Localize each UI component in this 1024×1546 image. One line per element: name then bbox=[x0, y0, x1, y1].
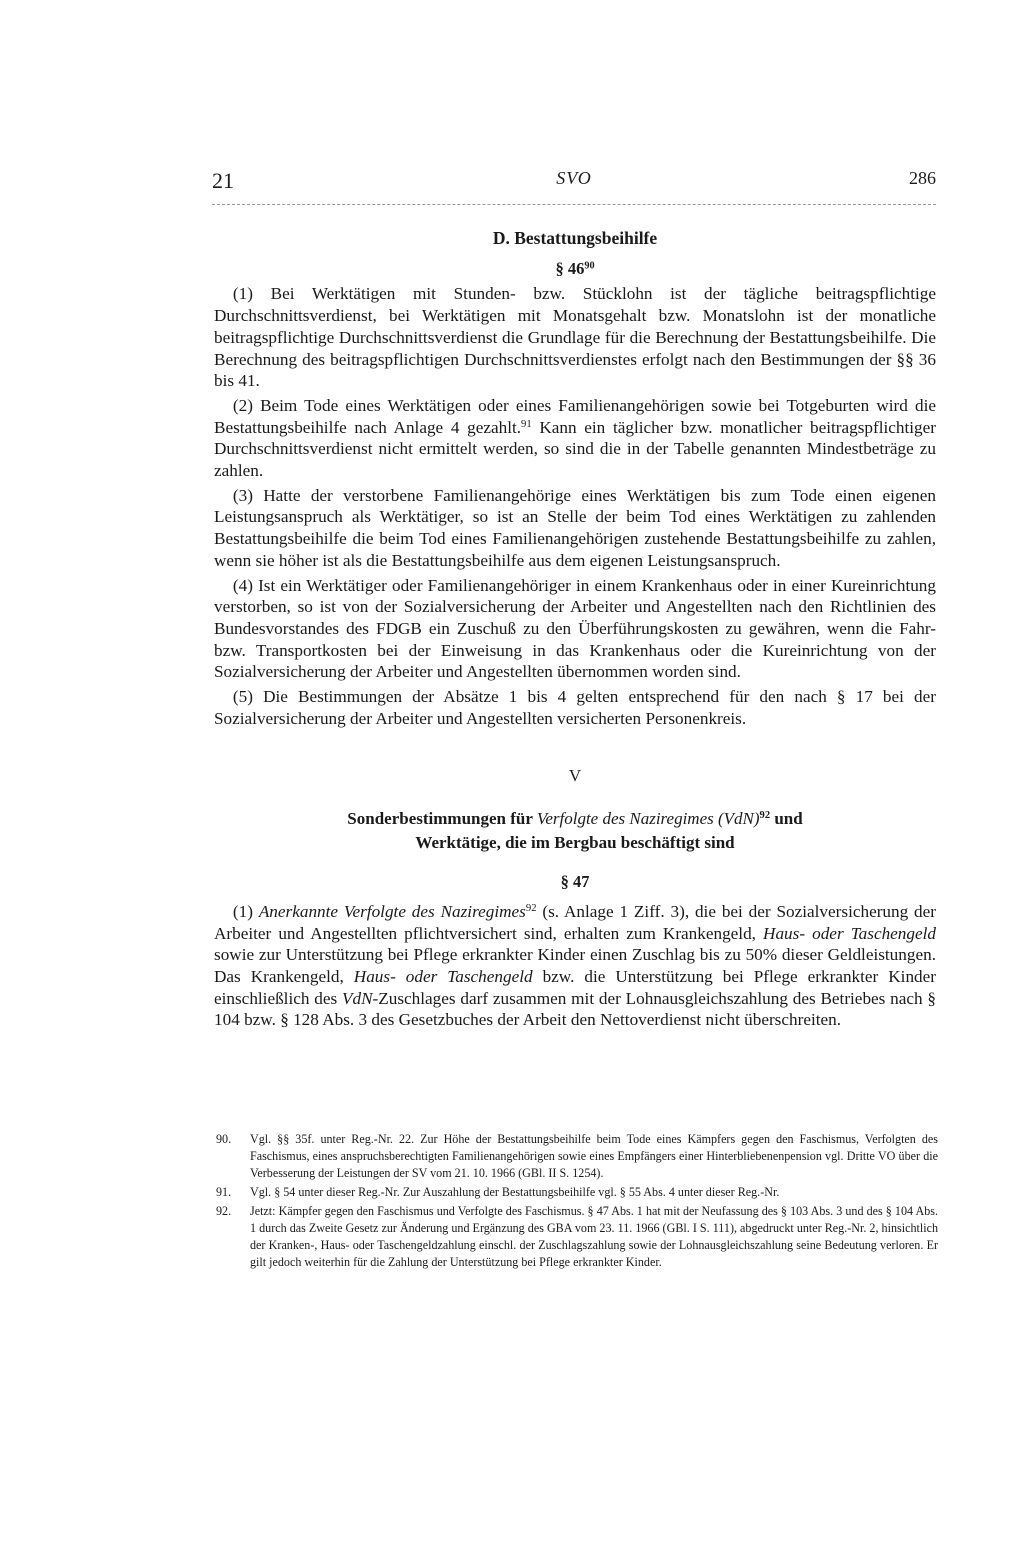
footnote-ref-92: 92 bbox=[759, 810, 771, 822]
part-numeral: V bbox=[568, 766, 582, 786]
footnote-text: Vgl. §§ 35f. unter Reg.-Nr. 22. Zur Höhe der Bestattungsbeihilfe beim Tode eines Kämpfers gegen den Faschismus, Verfolgten des Faschismus, eines anspruchsberechtigten Familienangehörigen sowie eines Empfängers einer Hinterbliebenenpension vgl. Dritte VO über die Verbesserung der Leistungen der SV vom 21. 10. 1966 (GBl. II S. 1254). bbox=[250, 1132, 938, 1180]
p47-italic-2: Haus- oder Taschengeld bbox=[763, 923, 936, 943]
footnote-ref-92b: 92 bbox=[525, 903, 537, 915]
p47-italic-4: VdN bbox=[341, 988, 373, 1008]
paragraph-2 bbox=[214, 395, 936, 482]
footnote-number: 90. bbox=[216, 1132, 232, 1146]
footnote-text: Jetzt: Kämpfer gegen den Faschismus und Verfolgte des Faschismus. § 47 Abs. 1 hat mit der Neufassung des § 103 Abs. 3 und des § 104 Abs. 1 durch das Zweite Gesetz zur Änderung und Ergänzung des GBA vom 23. 11. 1966 (GBl. I S. 111), abgedruckt unter Reg.-Nr. 2, hinsichtlich der Kranken-, Haus- oder Taschengeldzahlung einschl. der Zuschlagszahlung sowie der Lohnausgleichszahlung seine Bedeutung verloren. Er gilt jedoch weiterhin für die Zahlung der Unterstützung bei Pflege erkrankter Kinder. bbox=[250, 1204, 938, 1269]
p47-text-3: sowie zur Unterstützung bei Pflege erkrankter Kinder einen Zuschlag bis zu 50% dieser Geldleistungen. Das Krankengeld, bbox=[214, 945, 936, 986]
running-title: SVO bbox=[556, 168, 592, 188]
footnote-number: 92. bbox=[216, 1204, 232, 1218]
paragraph-47-1 bbox=[214, 901, 936, 1031]
section-title-line2: Werktätige, die im Bergbau beschäftigt sind bbox=[415, 833, 735, 853]
section-title-text-a: Sonderbestimmungen für bbox=[347, 809, 537, 829]
page-header bbox=[212, 168, 936, 208]
footnote-ref-91: 91 bbox=[521, 418, 532, 430]
footnote-ref-90: 90 bbox=[584, 260, 595, 272]
paragraph-5: (5) Die Bestimmungen der Absätze 1 bis 4 gelten entsprechend für den nach § 17 bei der Sozialversicherung der Arbeiter und Angestellten versicherten Personenkreis. bbox=[214, 687, 936, 728]
footnote-91 bbox=[216, 1184, 938, 1201]
paragraph-4: (4) Ist ein Werktätiger oder Familienangehöriger in einem Krankenhaus oder in einer Kureinrichtung verstorben, so ist von der Sozialversicherung der Arbeiter und Angestellten nach den Richtlinien des Bundesvorstandes des FDGB ein Zuschuß zu den Überführungskosten zu gewähren, wenn die Fahr- bzw. Transportkosten bei der Einweisung in das Krankenhaus oder die Kureinrichtung von der Sozialversicherung der Arbeiter und Angestellten übernommen worden sind. bbox=[214, 575, 936, 682]
section-title-italic: Verfolgte des Naziregimes (VdN) bbox=[536, 809, 760, 829]
section-title-text-b: und bbox=[770, 809, 803, 829]
paragraph-symbol: § 46 bbox=[555, 258, 585, 278]
paragraph-heading-47: § 47 bbox=[560, 872, 590, 892]
main-text bbox=[214, 228, 936, 1034]
footnote-text: Vgl. § 54 unter dieser Reg.-Nr. Zur Auszahlung der Bestattungsbeihilfe vgl. § 55 Abs. 4 unter dieser Reg.-Nr. bbox=[250, 1185, 780, 1199]
page-number: 286 bbox=[909, 168, 936, 188]
paragraph-2-text-a: (2) Beim Tode eines Werktätigen oder eines Familienangehörigen sowie bei Totgeburten wird die Bestattungsbeihilfe nach Anlage 4 gezahlt. bbox=[214, 395, 936, 437]
p47-text-2: (s. Anlage 1 Ziff. 3), die bei der Sozialversicherung der Arbeiter und Angestellten pflichtversichert sind, erhalten zum Krankengeld, bbox=[214, 901, 937, 943]
paragraph-1: (1) Bei Werktätigen mit Stunden- bzw. Stücklohn ist der tägliche beitragspflichtige Durchschnittsverdienst, bei Werktätigen mit Monatsgehalt bzw. Monatslohn ist der monatliche beitragspflichtige Durchschnittsverdienst die Grundlage für die Berechnung der Bestattungsbeihilfe. Die Berechnung des beitragspflichtigen Durchschnittsverdienstes erfolgt nach den Bestimmungen der §§ 36 bis 41. bbox=[214, 284, 936, 391]
paragraph-2-text-b: Kann ein täglicher bzw. monatlicher beitragspflichtiger Durchschnittsverdienst nicht ermittelt werden, so sind die in der Tabelle genannten Mindestbeträge zu zahlen. bbox=[214, 417, 936, 481]
p47-text-5: -Zuschlages darf zusammen mit der Lohnausgleichszahlung des Betriebes nach § 104 bzw. § 128 Abs. 3 des Gesetzbuches der Arbeit den Nettoverdienst nicht überschreiten. bbox=[214, 988, 936, 1030]
paragraph-heading-46 bbox=[214, 258, 936, 280]
footnote-92 bbox=[216, 1203, 938, 1271]
p47-text-1: (1) bbox=[232, 901, 259, 921]
p47-text-4: bzw. die Unterstützung bei Pflege erkrankter Kinder einschließlich des bbox=[214, 966, 936, 1008]
footnote-number: 91. bbox=[216, 1185, 232, 1199]
header-rule bbox=[212, 204, 936, 205]
footnotes bbox=[216, 1131, 938, 1271]
p47-italic-1: Anerkannte Verfolgte des Naziregimes bbox=[258, 901, 526, 921]
paragraph-3: (3) Hatte der verstorbene Familienangehörige eines Werktätigen bis zum Tode einen eigenen Leistungsanspruch als Werktätiger, so ist an Stelle der beim Tod eines Werktätigen zu zahlenden Bestattungsbeihilfe die beim Tod eines Familienangehörigen zustehende Bestattungsbeihilfe zu zahlen, wenn sie höher ist als die Bestattungsbeihilfe aus dem eigenen Leistungsanspruch. bbox=[214, 485, 936, 570]
section-heading-d: D. Bestattungsbeihilfe bbox=[492, 228, 658, 248]
section-title-v bbox=[214, 807, 936, 855]
p47-italic-3: Haus- oder Taschengeld bbox=[353, 966, 533, 986]
footnote-90 bbox=[216, 1131, 938, 1182]
register-number: 21 bbox=[212, 168, 234, 193]
